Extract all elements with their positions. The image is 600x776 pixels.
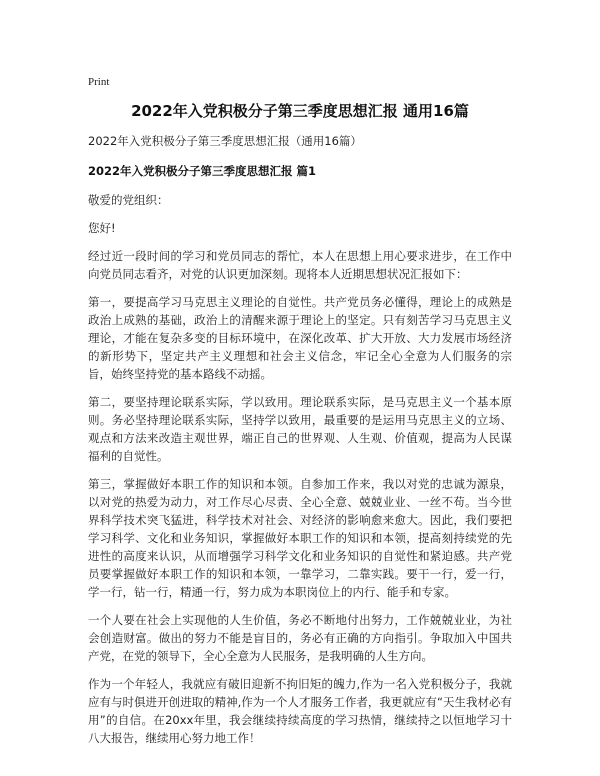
document-subtitle: 2022年入党积极分子第三季度思想汇报（通用16篇） — [88, 134, 362, 148]
print-link[interactable]: Print — [88, 76, 110, 88]
greeting: 您好! — [88, 221, 116, 235]
document-title: 2022年入党积极分子第三季度思想汇报 通用16篇 — [131, 102, 469, 120]
section-heading: 2022年入党积极分子第三季度思想汇报 篇1 — [88, 164, 317, 178]
closing-paragraph: 作为一个年轻人，我就应有破旧迎新不拘旧矩的魄力,作为一名入党积极分子，我就应有与时俱进开创进取的精神,作为一个人才服务工作者，我更就应有“天生我材必有用”的自信。在20xx年里，我会继续持续高度的学习热情，继续持之以恒地学习十八大报告，继续用心努力地工作！ — [88, 677, 512, 745]
point-one-paragraph: 第一，要提高学习马克思主义理论的自觉性。共产党员务必懂得，理论上的成熟是政治上成熟的基础，政治上的清醒来源于理论上的坚定。只有刻苦学习马克思主义理论，才能在复杂多变的目标环境中，在深化改革、扩大开放、大力发展市场经济的新形势下，坚定共产主义理想和社会主义信念，牢记全心全意为人们服务的宗旨，始终坚持党的基本路线不动摇。 — [88, 295, 512, 381]
salutation: 敬爱的党组织： — [88, 193, 169, 207]
intro-paragraph: 经过近一段时间的学习和党员同志的帮忙，本人在思想上用心要求进步，在工作中向党员同志看齐，对党的认识更加深刻。现将本人近期思想状况汇报如下： — [88, 249, 512, 281]
point-two-paragraph: 第二，要坚持理论联系实际，学以致用。理论联系实际，是马克思主义一个基本原则。务必坚持理论联系实际，坚持学以致用，最重要的是运用马克思主义的立场、观点和方法来改造主观世界，端正自己的世界观、人生观、价值观，提高为人民谋福利的自觉性。 — [88, 395, 512, 463]
life-value-paragraph: 一个人要在社会上实现他的人生价值，务必不断地付出努力，工作兢兢业业，为社会创造财富。做出的努力不能是盲目的，务必有正确的方向指引。争取加入中国共产党，在党的领导下，全心全意为人民服务，是我明确的人生方向。 — [88, 613, 512, 663]
point-three-paragraph: 第三，掌握做好本职工作的知识和本领。自参加工作来，我以对党的忠诚为源泉，以对党的热爱为动力，对工作尽心尽责、全心全意、兢兢业业、一丝不苟。当今世界科学技术突飞猛进，科学技术对社会、对经济的影响愈来愈大。因此，我们要把学习科学、文化和业务知识，掌握做好本职工作的知识和本领，提高刻持续党的先进性的高度来认识，从而增强学习科学文化和业务知识的自觉性和紧迫感。共产党员要掌握做好本职工作的知识和本领，一靠学习，二靠实践。要干一行，爱一行，学一行，钻一行，精通一行，努力成为本职岗位上的内行、能手和专家。 — [88, 477, 512, 599]
